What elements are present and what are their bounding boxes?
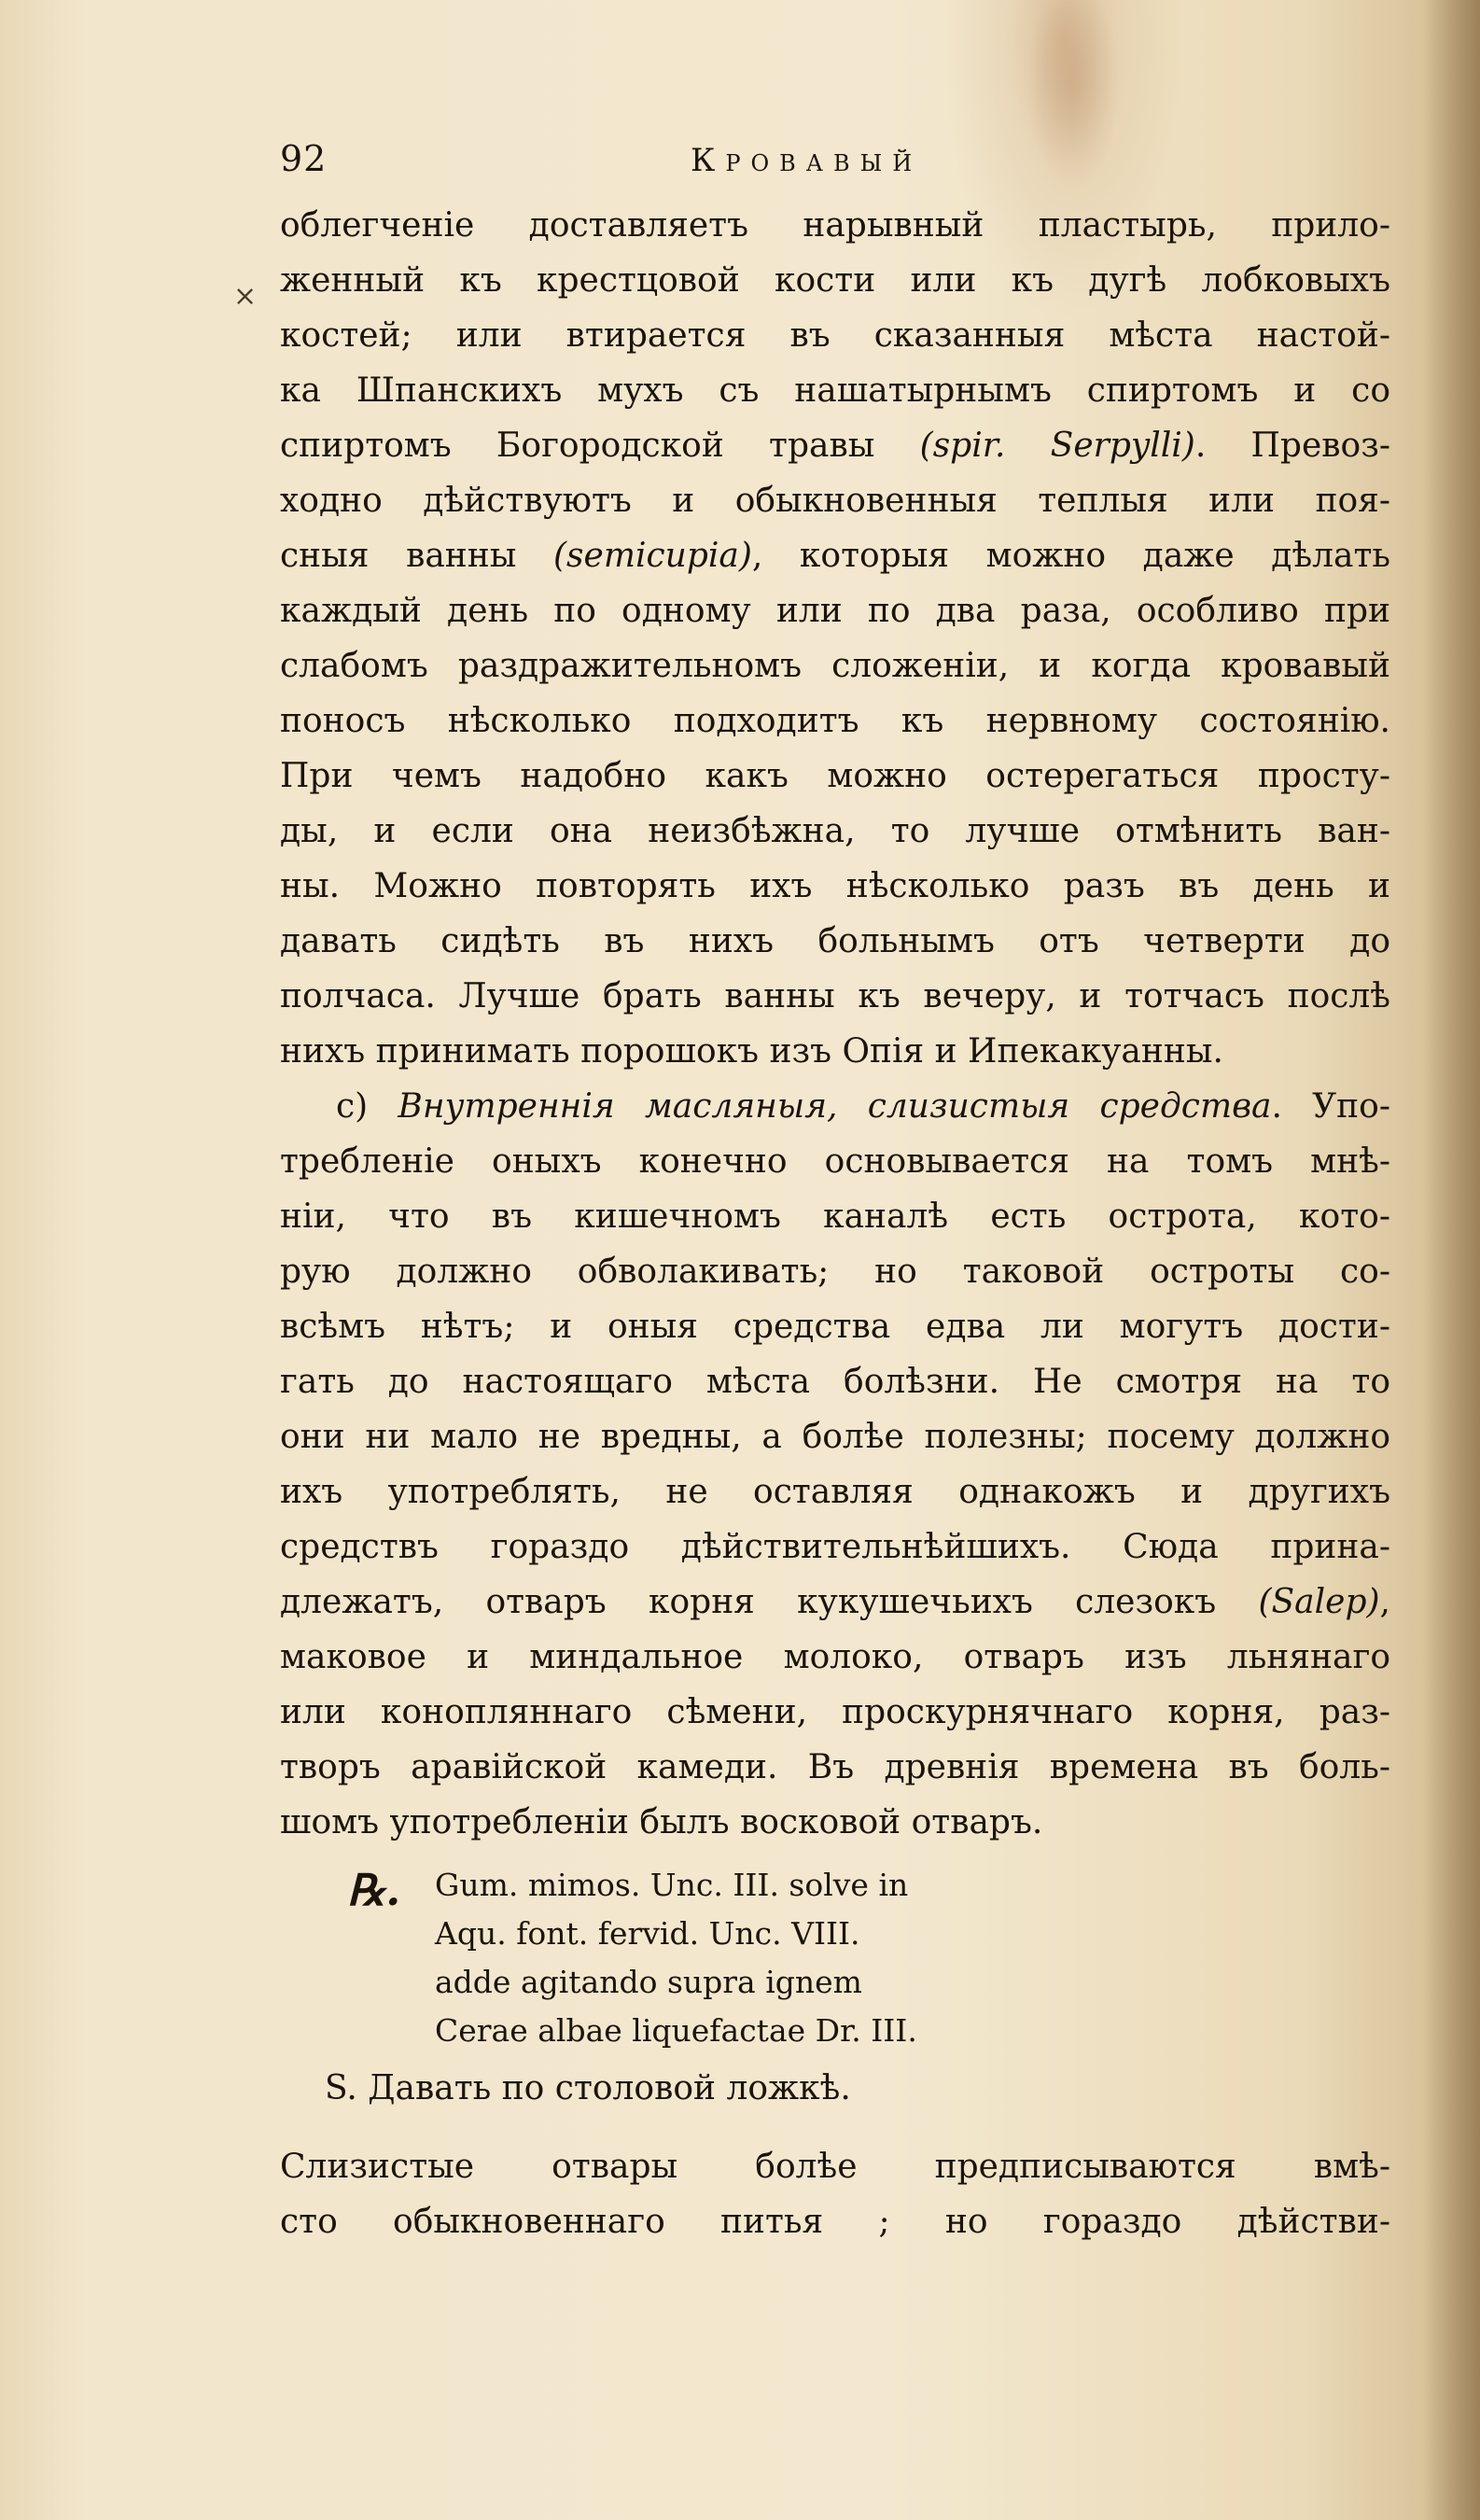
text-fragment: , которыя можно даже дѣлать: [751, 537, 1390, 575]
text-line: они ни мало не вредны, а болѣе полезны; посему должно: [280, 1418, 1390, 1456]
paragraph-gap: [280, 2119, 1390, 2139]
recipe-symbol: ℞.: [347, 1865, 401, 1915]
prescription-signa: S. Давать по столовой ложкѣ.: [325, 2069, 851, 2107]
text-line: требленіе оныхъ конечно основывается на томъ мнѣ-: [280, 1142, 1390, 1181]
text-line: ніи, что въ кишечномъ каналѣ есть острота, кото-: [280, 1197, 1390, 1236]
text-line: [280, 528, 1390, 583]
text-line: Слизистые отвары болѣе предписываются вмѣ-: [280, 2148, 1390, 2186]
prescription-line: adde agitando supra ignem: [435, 1964, 862, 2000]
page-number: 92: [280, 138, 328, 179]
text-line: всѣмъ нѣтъ; и оныя средства едва ли могутъ дости-: [280, 1308, 1390, 1346]
latin-term: (spir. Serpylli): [919, 427, 1195, 465]
text-line: костей; или втирается въ сказанныя мѣста настой-: [280, 316, 1390, 355]
text-line: ка Шпанскихъ мухъ съ нашатырнымъ спиртомъ и со: [280, 371, 1390, 410]
text-line: При чемъ надобно какъ можно остерегаться просту-: [280, 757, 1390, 795]
text-fragment: . Превоз-: [1194, 427, 1390, 465]
text-line: полчаса. Лучше брать ванны къ вечеру, и тотчасъ послѣ: [280, 977, 1390, 1015]
text-line: ны. Можно повторять ихъ нѣсколько разъ въ день и: [280, 867, 1390, 905]
latin-term: (semicupia): [553, 537, 752, 575]
prescription-line: Aqu. font. fervid. Unc. VIII.: [435, 1915, 860, 1952]
text-line: давать сидѣть въ нихъ больнымъ отъ четверти до: [280, 922, 1390, 960]
text-line: [280, 418, 1390, 473]
text-fragment: спиртомъ Богородской травы: [280, 427, 920, 465]
text-fragment: . Упо-: [1271, 1087, 1390, 1126]
running-head: [280, 138, 1390, 194]
section-heading-line: [280, 1079, 1390, 1134]
text-line: шомъ употребленіи былъ восковой отваръ.: [280, 1803, 1043, 1841]
prescription-block: [347, 1861, 1390, 2055]
text-line: ходно дѣйствуютъ и обыкновенныя теплыя или поя-: [280, 482, 1390, 520]
prescription-line: Cerae albae liquefactae Dr. III.: [435, 2012, 917, 2049]
text-fragment: c): [336, 1087, 398, 1126]
text-line: гать до настоящаго мѣста болѣзни. Не смотря на то: [280, 1363, 1390, 1401]
running-title: Кровавый: [691, 142, 923, 179]
text-line: женный къ крестцовой кости или къ дугѣ лобковыхъ: [280, 261, 1390, 300]
text-line: средствъ гораздо дѣйствительнѣйшихъ. Сюда прина-: [280, 1528, 1390, 1566]
text-line: рую должно обволакивать; но таковой остроты со-: [280, 1253, 1390, 1291]
text-line: [280, 1575, 1390, 1630]
text-line: слабомъ раздражительномъ сложеніи, и когда кровавый: [280, 647, 1390, 685]
text-line: творъ аравійской камеди. Въ древнія времена въ боль-: [280, 1748, 1390, 1786]
text-line: поносъ нѣсколько подходитъ къ нервному состоянію.: [280, 702, 1390, 740]
prescription-line: Gum. mimos. Unc. III. solve in: [435, 1867, 909, 1903]
text-fragment: ,: [1379, 1583, 1390, 1621]
text-fragment: сныя ванны: [280, 537, 554, 575]
text-line: сто обыкновеннаго питья ; но гораздо дѣйстви-: [280, 2203, 1390, 2241]
latin-term: (Salep): [1258, 1583, 1380, 1621]
text-line: каждый день по одному или по два раза, особливо при: [280, 592, 1390, 630]
body-text: [280, 198, 1390, 2249]
text-line: маковое и миндальное молоко, отваръ изъ льнянаго: [280, 1638, 1390, 1676]
text-line: ихъ употреблять, не оставляя однакожъ и другихъ: [280, 1473, 1390, 1511]
text-line: ды, и если она неизбѣжна, то лучше отмѣнить ван-: [280, 812, 1390, 850]
section-heading: Внутреннія масляныя, слизистыя средства: [398, 1087, 1272, 1126]
page-edge-shadow: [1424, 0, 1480, 2520]
text-line: облегченіе доставляетъ нарывный пластырь, прило-: [280, 206, 1390, 245]
text-line: или конопляннаго сѣмени, проскурнячнаго корня, раз-: [280, 1693, 1390, 1731]
text-line: нихъ принимать порошокъ изъ Опія и Ипекакуанны.: [280, 1032, 1223, 1071]
margin-pencil-mark: ⨯: [233, 280, 258, 313]
text-fragment: длежатъ, отваръ корня кукушечьихъ слезокъ: [280, 1583, 1259, 1621]
